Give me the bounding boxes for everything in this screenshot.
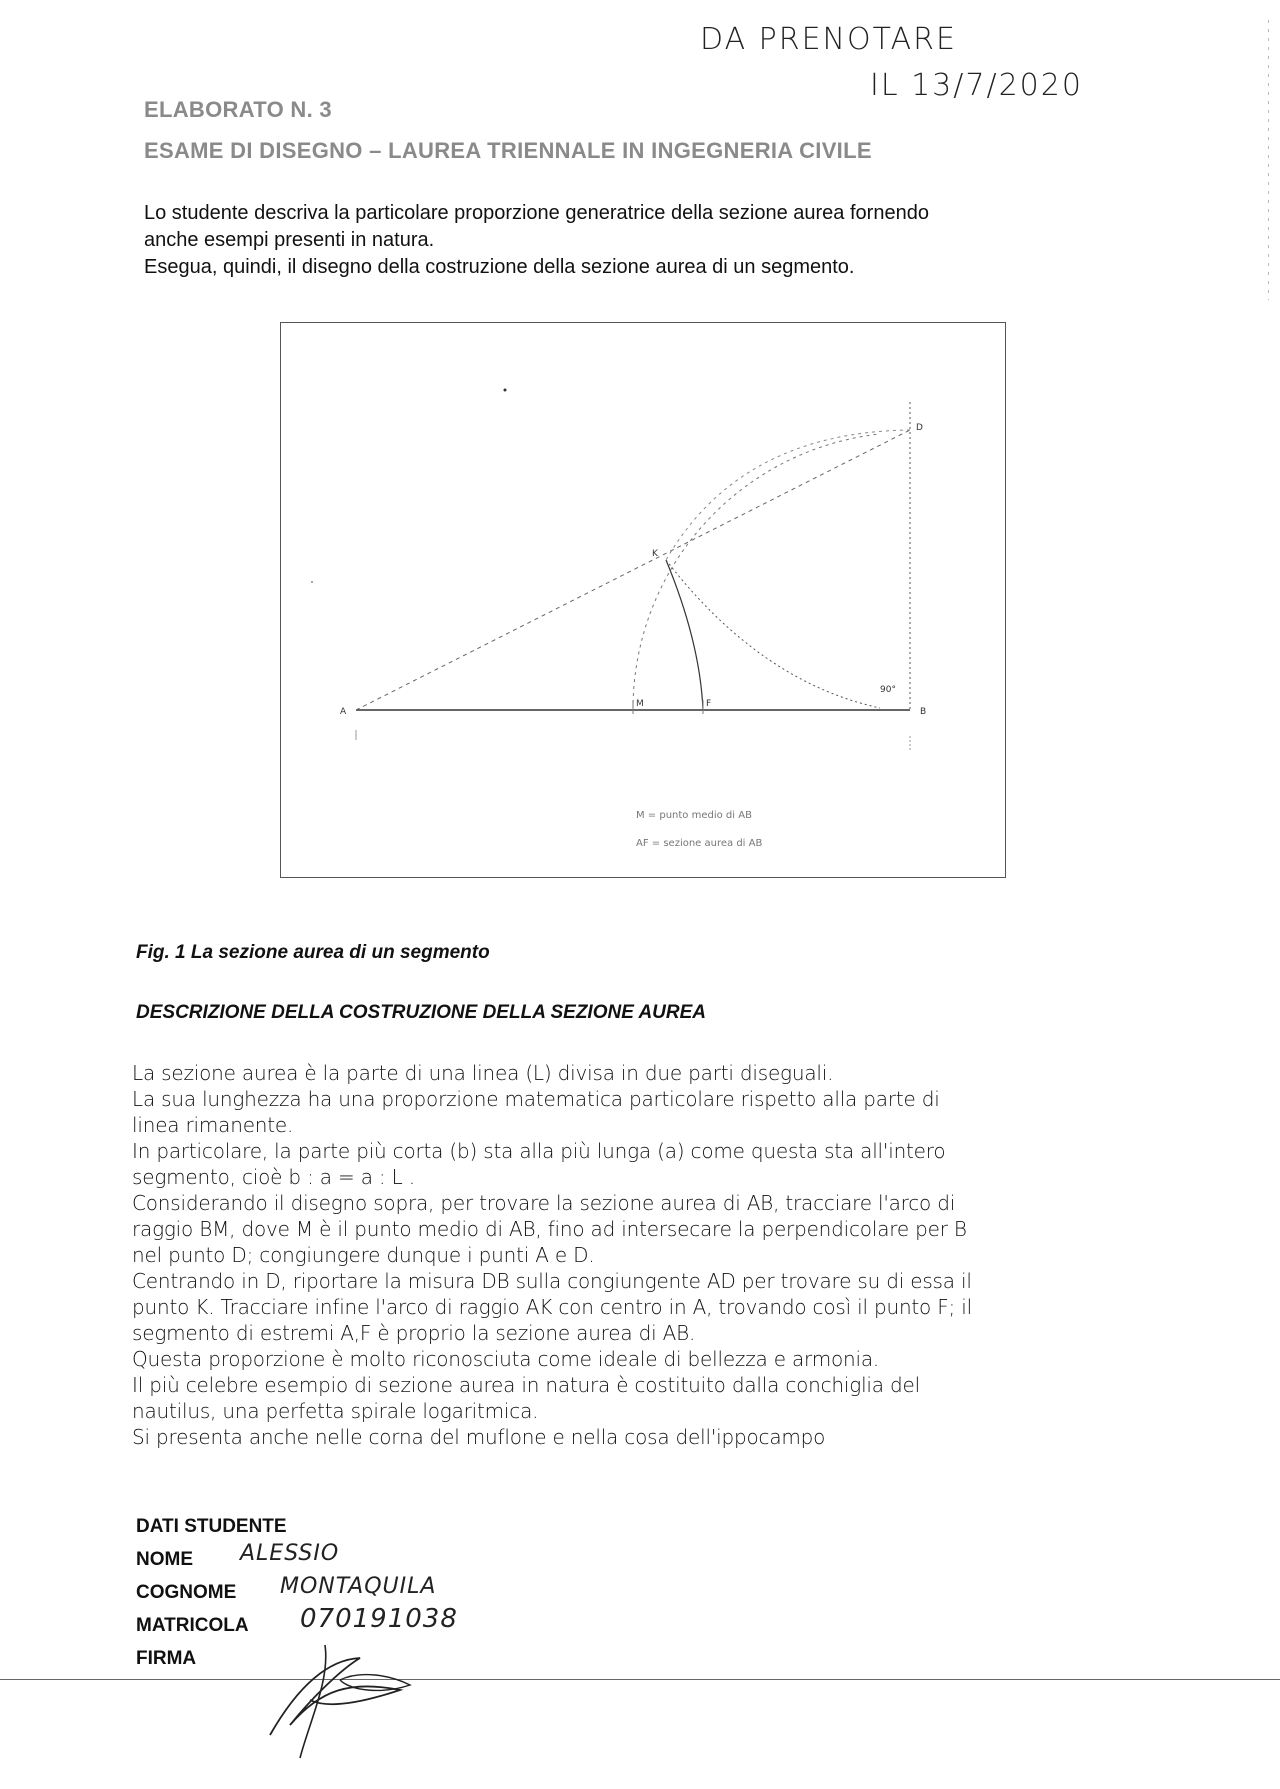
signature-icon — [250, 1640, 430, 1760]
id-value: 070191038 — [300, 1604, 458, 1634]
description-line: segmento di estremi A,F è proprio la sezione aurea di AB. — [132, 1321, 696, 1345]
line-ad — [356, 430, 910, 710]
arc-bm — [633, 434, 880, 710]
description-text — [132, 1060, 1162, 1450]
prompt-line-3: Esegua, quindi, il disegno della costruzione della sezione aurea di un segmento. — [144, 256, 855, 278]
prompt-line-1: Lo studente descriva la particolare proporzione generatrice della sezione aurea fornendo — [144, 202, 929, 224]
prompt-line-2: anche esempi presenti in natura. — [144, 229, 435, 251]
description-line: raggio BM, dove M è il punto medio di AB, fino ad intersecare la perpendicolare per B — [132, 1217, 967, 1241]
section-title: DESCRIZIONE DELLA COSTRUZIONE DELLA SEZIONE AUREA — [136, 1002, 707, 1023]
signature-divider — [0, 1679, 1280, 1680]
figure-legend-1: M = punto medio di AB — [636, 810, 752, 821]
label-b: B — [920, 707, 927, 717]
description-line: nel punto D; congiungere dunque i punti A e D. — [132, 1243, 595, 1267]
description-line: linea rimanente. — [132, 1113, 294, 1137]
description-line: nautilus, una perfetta spirale logaritmica. — [132, 1399, 539, 1423]
description-line: La sezione aurea è la parte di una linea (L) divisa in due parti diseguali. — [132, 1061, 834, 1085]
scan-edge-mark — [1268, 20, 1269, 300]
label-d: D — [916, 423, 923, 433]
label-k: K — [652, 549, 658, 559]
description-line: Si presenta anche nelle corna del muflone e nella cosa dell'ippocampo — [132, 1425, 826, 1449]
arc-dk — [666, 430, 910, 560]
handwritten-note-line2: IL 13/7/2020 — [870, 68, 1083, 103]
label-a: A — [340, 707, 347, 717]
description-line: Questa proporzione è molto riconosciuta come ideale di bellezza e armonia. — [132, 1347, 880, 1371]
description-line: segmento, cioè b : a = a : L . — [132, 1165, 415, 1189]
arc-kb — [666, 560, 880, 708]
description-line: punto K. Tracciare infine l'arco di raggio AK con centro in A, trovando così il punto F; il — [132, 1295, 972, 1319]
surname-value: MONTAQUILA — [280, 1574, 437, 1599]
label-f: F — [706, 699, 712, 709]
golden-section-figure — [280, 322, 1008, 882]
description-line: In particolare, la parte più corta (b) sta alla più lunga (a) come questa sta all'intero — [132, 1139, 946, 1163]
arc-kf — [666, 560, 703, 710]
document-subtitle: ESAME DI DISEGNO – LAUREA TRIENNALE IN INGEGNERIA CIVILE — [144, 138, 872, 163]
description-line: Centrando in D, riportare la misura DB sulla congiungente AD per trovare su di essa il — [132, 1269, 972, 1293]
document-title: ELABORATO N. 3 — [144, 97, 332, 122]
id-label: MATRICOLA — [136, 1615, 249, 1636]
name-value: ALESSIO — [240, 1541, 340, 1566]
exam-prompt — [144, 200, 1144, 281]
handwritten-note-line1: DA PRENOTARE — [700, 22, 957, 57]
description-line: Il più celebre esempio di sezione aurea in natura è costituito dalla conchiglia del — [132, 1373, 920, 1397]
figure-caption: Fig. 1 La sezione aurea di un segmento — [136, 942, 490, 963]
description-line: Considerando il disegno sopra, per trovare la sezione aurea di AB, tracciare l'arco di — [132, 1191, 956, 1215]
signature-label: FIRMA — [136, 1648, 197, 1669]
name-label: NOME — [136, 1549, 193, 1570]
label-m: M — [636, 699, 644, 709]
label-angle: 90° — [880, 685, 896, 695]
student-heading: DATI STUDENTE — [136, 1516, 287, 1537]
figure-legend-2: AF = sezione aurea di AB — [636, 838, 763, 849]
surname-label: COGNOME — [136, 1582, 237, 1603]
description-line: La sua lunghezza ha una proporzione matematica particolare rispetto alla parte di — [132, 1087, 940, 1111]
figure-frame — [281, 323, 1006, 878]
